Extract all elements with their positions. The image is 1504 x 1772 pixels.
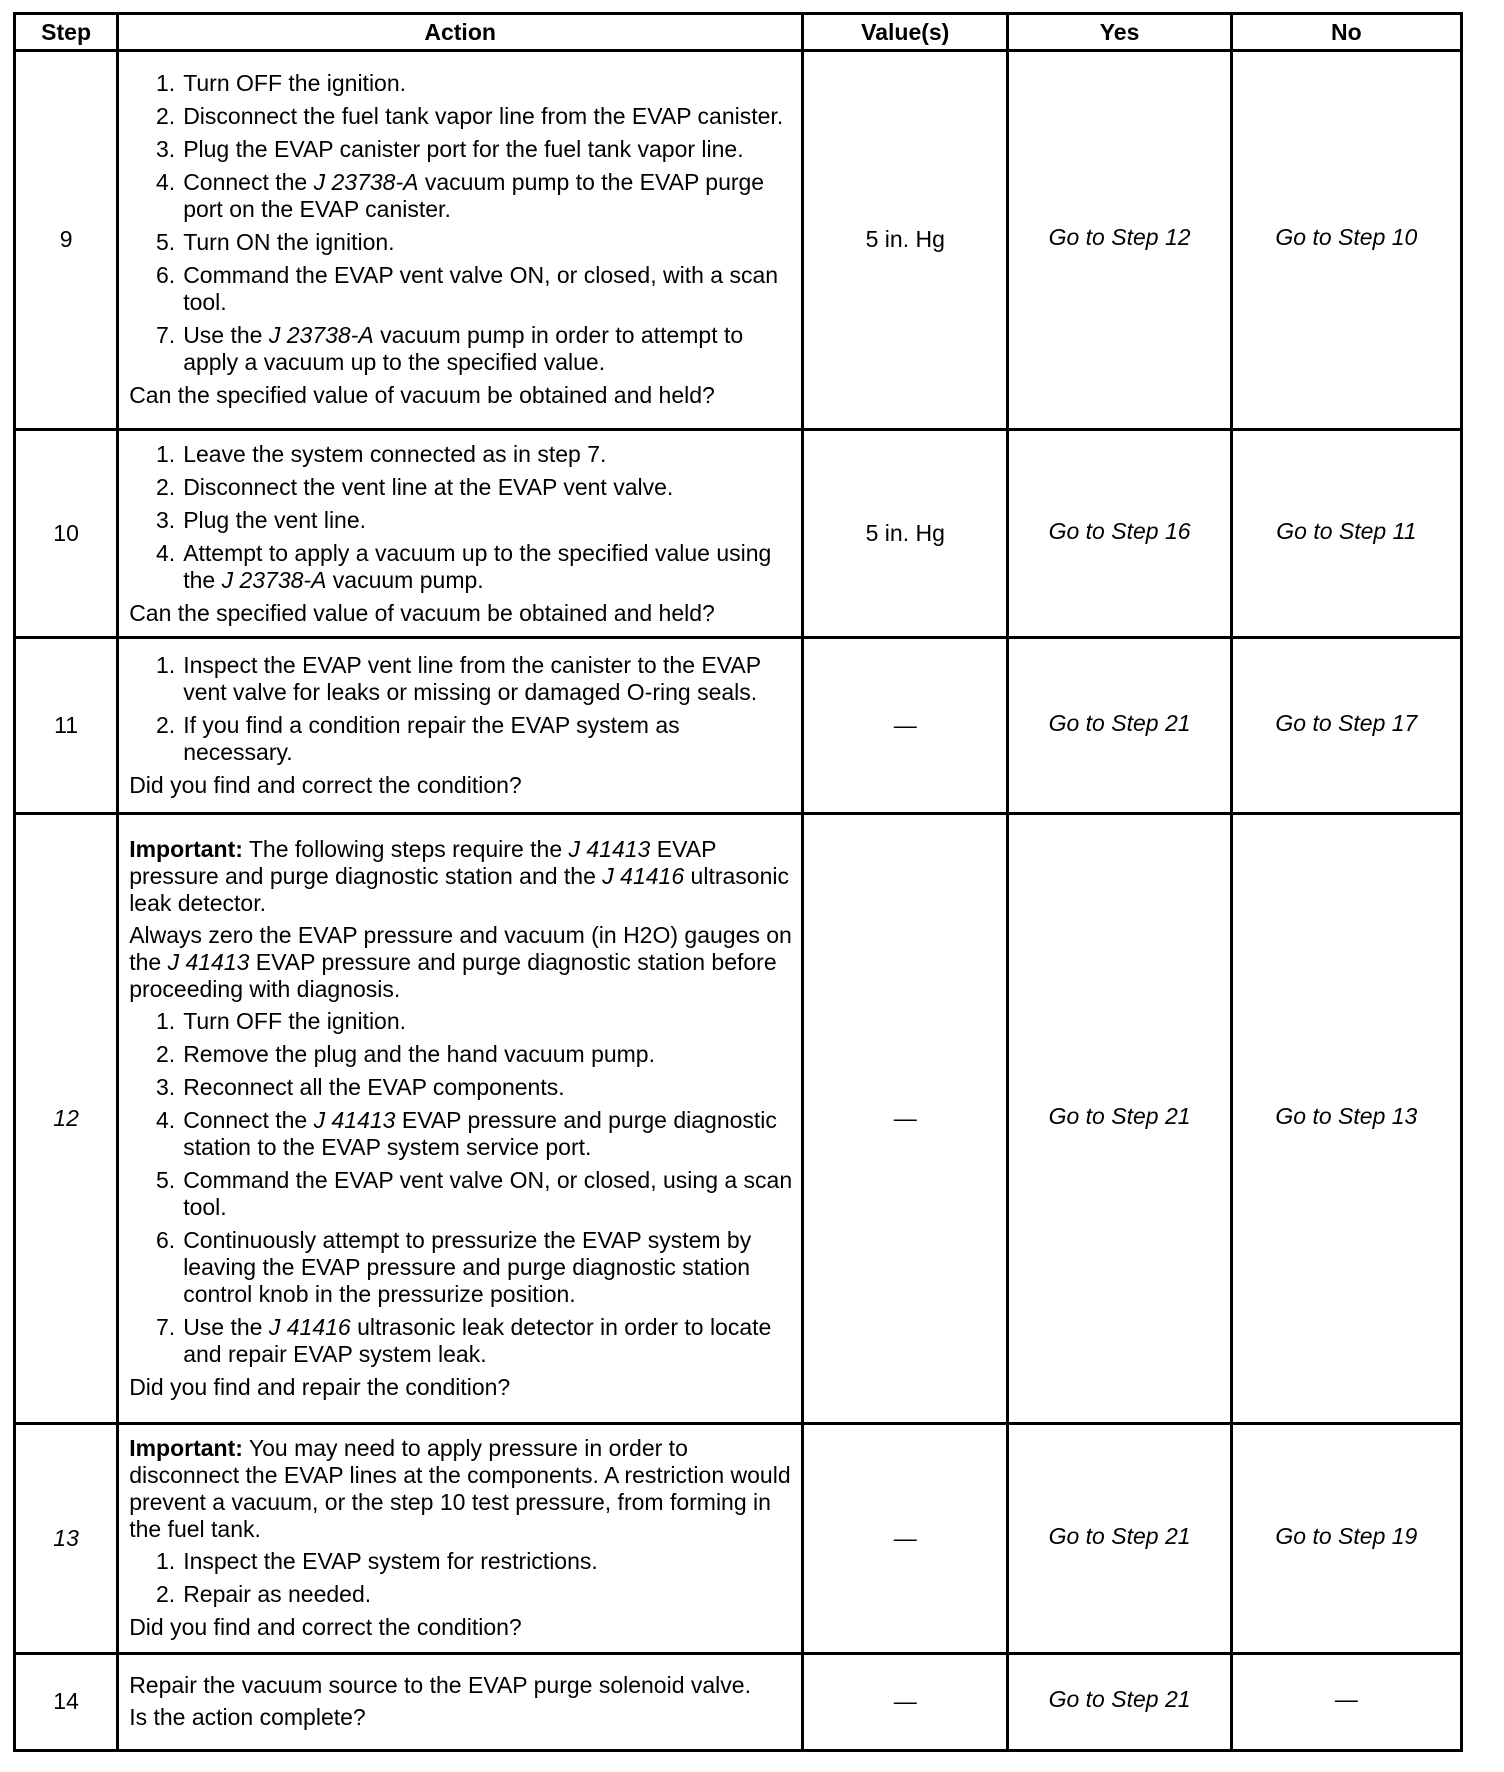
step-text: Command the EVAP vent valve ON, or closed, using a scan tool.: [183, 1167, 793, 1221]
action-step: [129, 103, 795, 130]
action-step: [129, 1581, 795, 1608]
step-index: 7.: [156, 1314, 176, 1341]
text-fragment: EVAP pressure and purge diagnostic station and the: [129, 836, 716, 890]
step-number: 9: [15, 51, 118, 430]
step-text: Inspect the EVAP system for restrictions.: [183, 1548, 598, 1575]
text-fragment: The following steps require the: [242, 836, 569, 863]
step-index: 1.: [156, 1008, 176, 1035]
value-cell: —: [803, 1653, 1008, 1750]
text-fragment: vacuum pump.: [326, 566, 484, 593]
step-index: 2.: [156, 1581, 176, 1608]
action-steps: [129, 1008, 795, 1368]
important-note: [129, 1435, 795, 1543]
value-cell: —: [803, 814, 1008, 1424]
table-row-step-14: [15, 1653, 1462, 1750]
step-index: 4.: [156, 539, 176, 566]
value-cell: —: [803, 1423, 1008, 1653]
step-number: 13: [15, 1423, 118, 1653]
step-index: 2.: [156, 712, 176, 739]
no-link[interactable]: Go to Step 10: [1231, 51, 1461, 430]
action-step: [129, 540, 795, 594]
tool-name: J 41413: [568, 836, 651, 863]
text-fragment: Use the: [183, 322, 269, 349]
yes-link[interactable]: Go to Step 16: [1008, 429, 1231, 638]
action-step: [129, 1548, 795, 1575]
action-step: [129, 70, 795, 97]
step-index: 3.: [156, 136, 176, 163]
step-index: 1.: [156, 1548, 176, 1575]
action-cell: [118, 429, 803, 638]
action-cell: [118, 638, 803, 814]
action-question: Did you find and correct the condition?: [129, 772, 522, 799]
step-text: [183, 322, 795, 376]
action-step: [129, 1008, 795, 1035]
action-step: [129, 1107, 795, 1161]
action-step: [129, 1041, 795, 1068]
step-text: [183, 1314, 795, 1368]
action-question: Can the specified value of vacuum be obtained and held?: [129, 599, 715, 626]
step-number: 11: [15, 638, 118, 814]
table-row-step-11: [15, 638, 1462, 814]
action-step: [129, 169, 795, 223]
header-action: Action: [118, 14, 803, 51]
text-fragment: EVAP pressure and purge diagnostic station to the EVAP system service port.: [183, 1107, 777, 1161]
text-fragment: Connect the: [183, 169, 314, 196]
zero-gauges-note: [129, 922, 795, 1003]
action-steps: [129, 70, 795, 376]
no-link[interactable]: Go to Step 11: [1231, 429, 1461, 638]
step-text: If you find a condition repair the EVAP system as necessary.: [183, 712, 680, 766]
action-step: [129, 441, 795, 468]
action-step: [129, 1074, 795, 1101]
step-index: 6.: [156, 262, 176, 289]
value-cell: 5 in. Hg: [803, 51, 1008, 430]
header-values: Value(s): [803, 14, 1008, 51]
header-yes: Yes: [1008, 14, 1231, 51]
tool-name: J 41416: [602, 863, 685, 890]
step-text: Turn OFF the ignition.: [183, 1008, 407, 1035]
table-row-step-10: [15, 429, 1462, 638]
text-fragment: vacuum pump in order to attempt to apply a vacuum up to the specified value.: [183, 322, 744, 376]
action-step: [129, 136, 795, 163]
no-link[interactable]: Go to Step 19: [1231, 1423, 1461, 1653]
action-step: [129, 262, 795, 316]
action-step: [129, 652, 795, 706]
step-index: 5.: [156, 229, 176, 256]
text-fragment: Attempt to apply a vacuum up to the specified value using the: [183, 539, 772, 593]
step-text: Reconnect all the EVAP components.: [183, 1074, 565, 1101]
table-row-step-12: [15, 814, 1462, 1424]
text-fragment: ultrasonic leak detector.: [129, 863, 789, 917]
action-step: [129, 1227, 795, 1308]
step-index: 2.: [156, 473, 176, 500]
no-value: —: [1231, 1653, 1461, 1750]
action-step: [129, 1167, 795, 1221]
text-fragment: EVAP pressure and purge diagnostic station before proceeding with diagnosis.: [129, 949, 777, 1003]
no-link[interactable]: Go to Step 17: [1231, 638, 1461, 814]
step-number: 14: [15, 1653, 118, 1750]
step-text: [183, 540, 795, 594]
tool-name: J 41416: [268, 1314, 351, 1341]
step-index: 5.: [156, 1167, 176, 1194]
action-step: [129, 507, 795, 534]
action-cell: [118, 814, 803, 1424]
step-index: 4.: [156, 169, 176, 196]
step-number: 12: [15, 814, 118, 1424]
action-step: [129, 474, 795, 501]
action-text: Repair the vacuum source to the EVAP purge solenoid valve.: [129, 1672, 751, 1699]
value-cell: —: [803, 638, 1008, 814]
yes-link[interactable]: Go to Step 21: [1008, 638, 1231, 814]
header-no: No: [1231, 14, 1461, 51]
text-fragment: You may need to apply pressure in order to disconnect the EVAP lines at the components. A restriction would prevent a vacuum, or the step 10 test pressure, from forming in the fuel tank.: [129, 1435, 791, 1543]
step-text: Remove the plug and the hand vacuum pump.: [183, 1041, 655, 1068]
value-cell: 5 in. Hg: [803, 429, 1008, 638]
step-index: 3.: [156, 506, 176, 533]
step-index: 3.: [156, 1074, 176, 1101]
tool-name: J 23738-A: [221, 566, 327, 593]
step-index: 1.: [156, 440, 176, 467]
step-index: 1.: [156, 70, 176, 97]
step-number: 10: [15, 429, 118, 638]
action-question: Can the specified value of vacuum be obtained and held?: [129, 382, 715, 409]
step-text: Disconnect the vent line at the EVAP vent valve.: [183, 473, 674, 500]
table-row-step-13: [15, 1423, 1462, 1653]
text-fragment: Always zero the EVAP pressure and vacuum (in H2O) gauges on the: [129, 922, 792, 976]
action-step: [129, 322, 795, 376]
step-index: 6.: [156, 1227, 176, 1254]
action-steps: [129, 1548, 795, 1608]
diagnostic-table: [13, 12, 1463, 1752]
step-text: Leave the system connected as in step 7.: [183, 440, 607, 467]
text-fragment: Connect the: [183, 1107, 314, 1134]
step-index: 4.: [156, 1107, 176, 1134]
tool-name: J 23738-A: [268, 322, 374, 349]
step-index: 2.: [156, 103, 176, 130]
tool-name: J 41413: [313, 1107, 396, 1134]
important-note: [129, 836, 795, 917]
yes-link[interactable]: Go to Step 21: [1008, 1423, 1231, 1653]
text-fragment: ultrasonic leak detector in order to locate and repair EVAP system leak.: [183, 1314, 772, 1368]
action-cell: [118, 1423, 803, 1653]
action-step: [129, 1314, 795, 1368]
tool-name: J 23738-A: [313, 169, 419, 196]
step-text: Inspect the EVAP vent line from the canister to the EVAP vent valve for leaks or missing or damaged O-ring seals.: [183, 652, 761, 706]
yes-link[interactable]: Go to Step 12: [1008, 51, 1231, 430]
table-row-step-9: [15, 51, 1462, 430]
step-index: 1.: [156, 652, 176, 679]
header-step: Step: [15, 14, 118, 51]
action-cell: [118, 51, 803, 430]
text-fragment: Use the: [183, 1314, 269, 1341]
step-text: Plug the EVAP canister port for the fuel tank vapor line.: [183, 136, 744, 163]
step-index: 2.: [156, 1041, 176, 1068]
yes-link[interactable]: Go to Step 21: [1008, 814, 1231, 1424]
text-fragment: vacuum pump to the EVAP purge port on the EVAP canister.: [183, 169, 765, 223]
action-step: [129, 229, 795, 256]
step-index: 7.: [156, 322, 176, 349]
action-question: Did you find and correct the condition?: [129, 1614, 522, 1641]
step-text: Turn OFF the ignition.: [183, 70, 407, 97]
step-text: Disconnect the fuel tank vapor line from the EVAP canister.: [183, 103, 784, 130]
step-text: Plug the vent line.: [183, 506, 367, 533]
step-text: Repair as needed.: [183, 1581, 372, 1608]
action-steps: [129, 652, 795, 766]
no-link[interactable]: Go to Step 13: [1231, 814, 1461, 1424]
action-question: Is the action complete?: [129, 1704, 366, 1731]
step-text: Command the EVAP vent valve ON, or closed, with a scan tool.: [183, 262, 779, 316]
step-text: [183, 169, 795, 223]
action-step: [129, 712, 795, 766]
important-label: Important:: [129, 1435, 243, 1462]
header-row: [15, 14, 1462, 51]
step-text: Turn ON the ignition.: [183, 229, 395, 256]
step-text: [183, 1107, 795, 1161]
yes-link[interactable]: Go to Step 21: [1008, 1653, 1231, 1750]
action-steps: [129, 441, 795, 594]
step-text: Continuously attempt to pressurize the EVAP system by leaving the EVAP pressure and purge diagnostic station control knob in the pressurize position.: [183, 1227, 752, 1308]
action-question: Did you find and repair the condition?: [129, 1374, 511, 1401]
action-cell: [118, 1653, 803, 1750]
tool-name: J 41413: [167, 949, 250, 976]
important-label: Important:: [129, 836, 243, 863]
